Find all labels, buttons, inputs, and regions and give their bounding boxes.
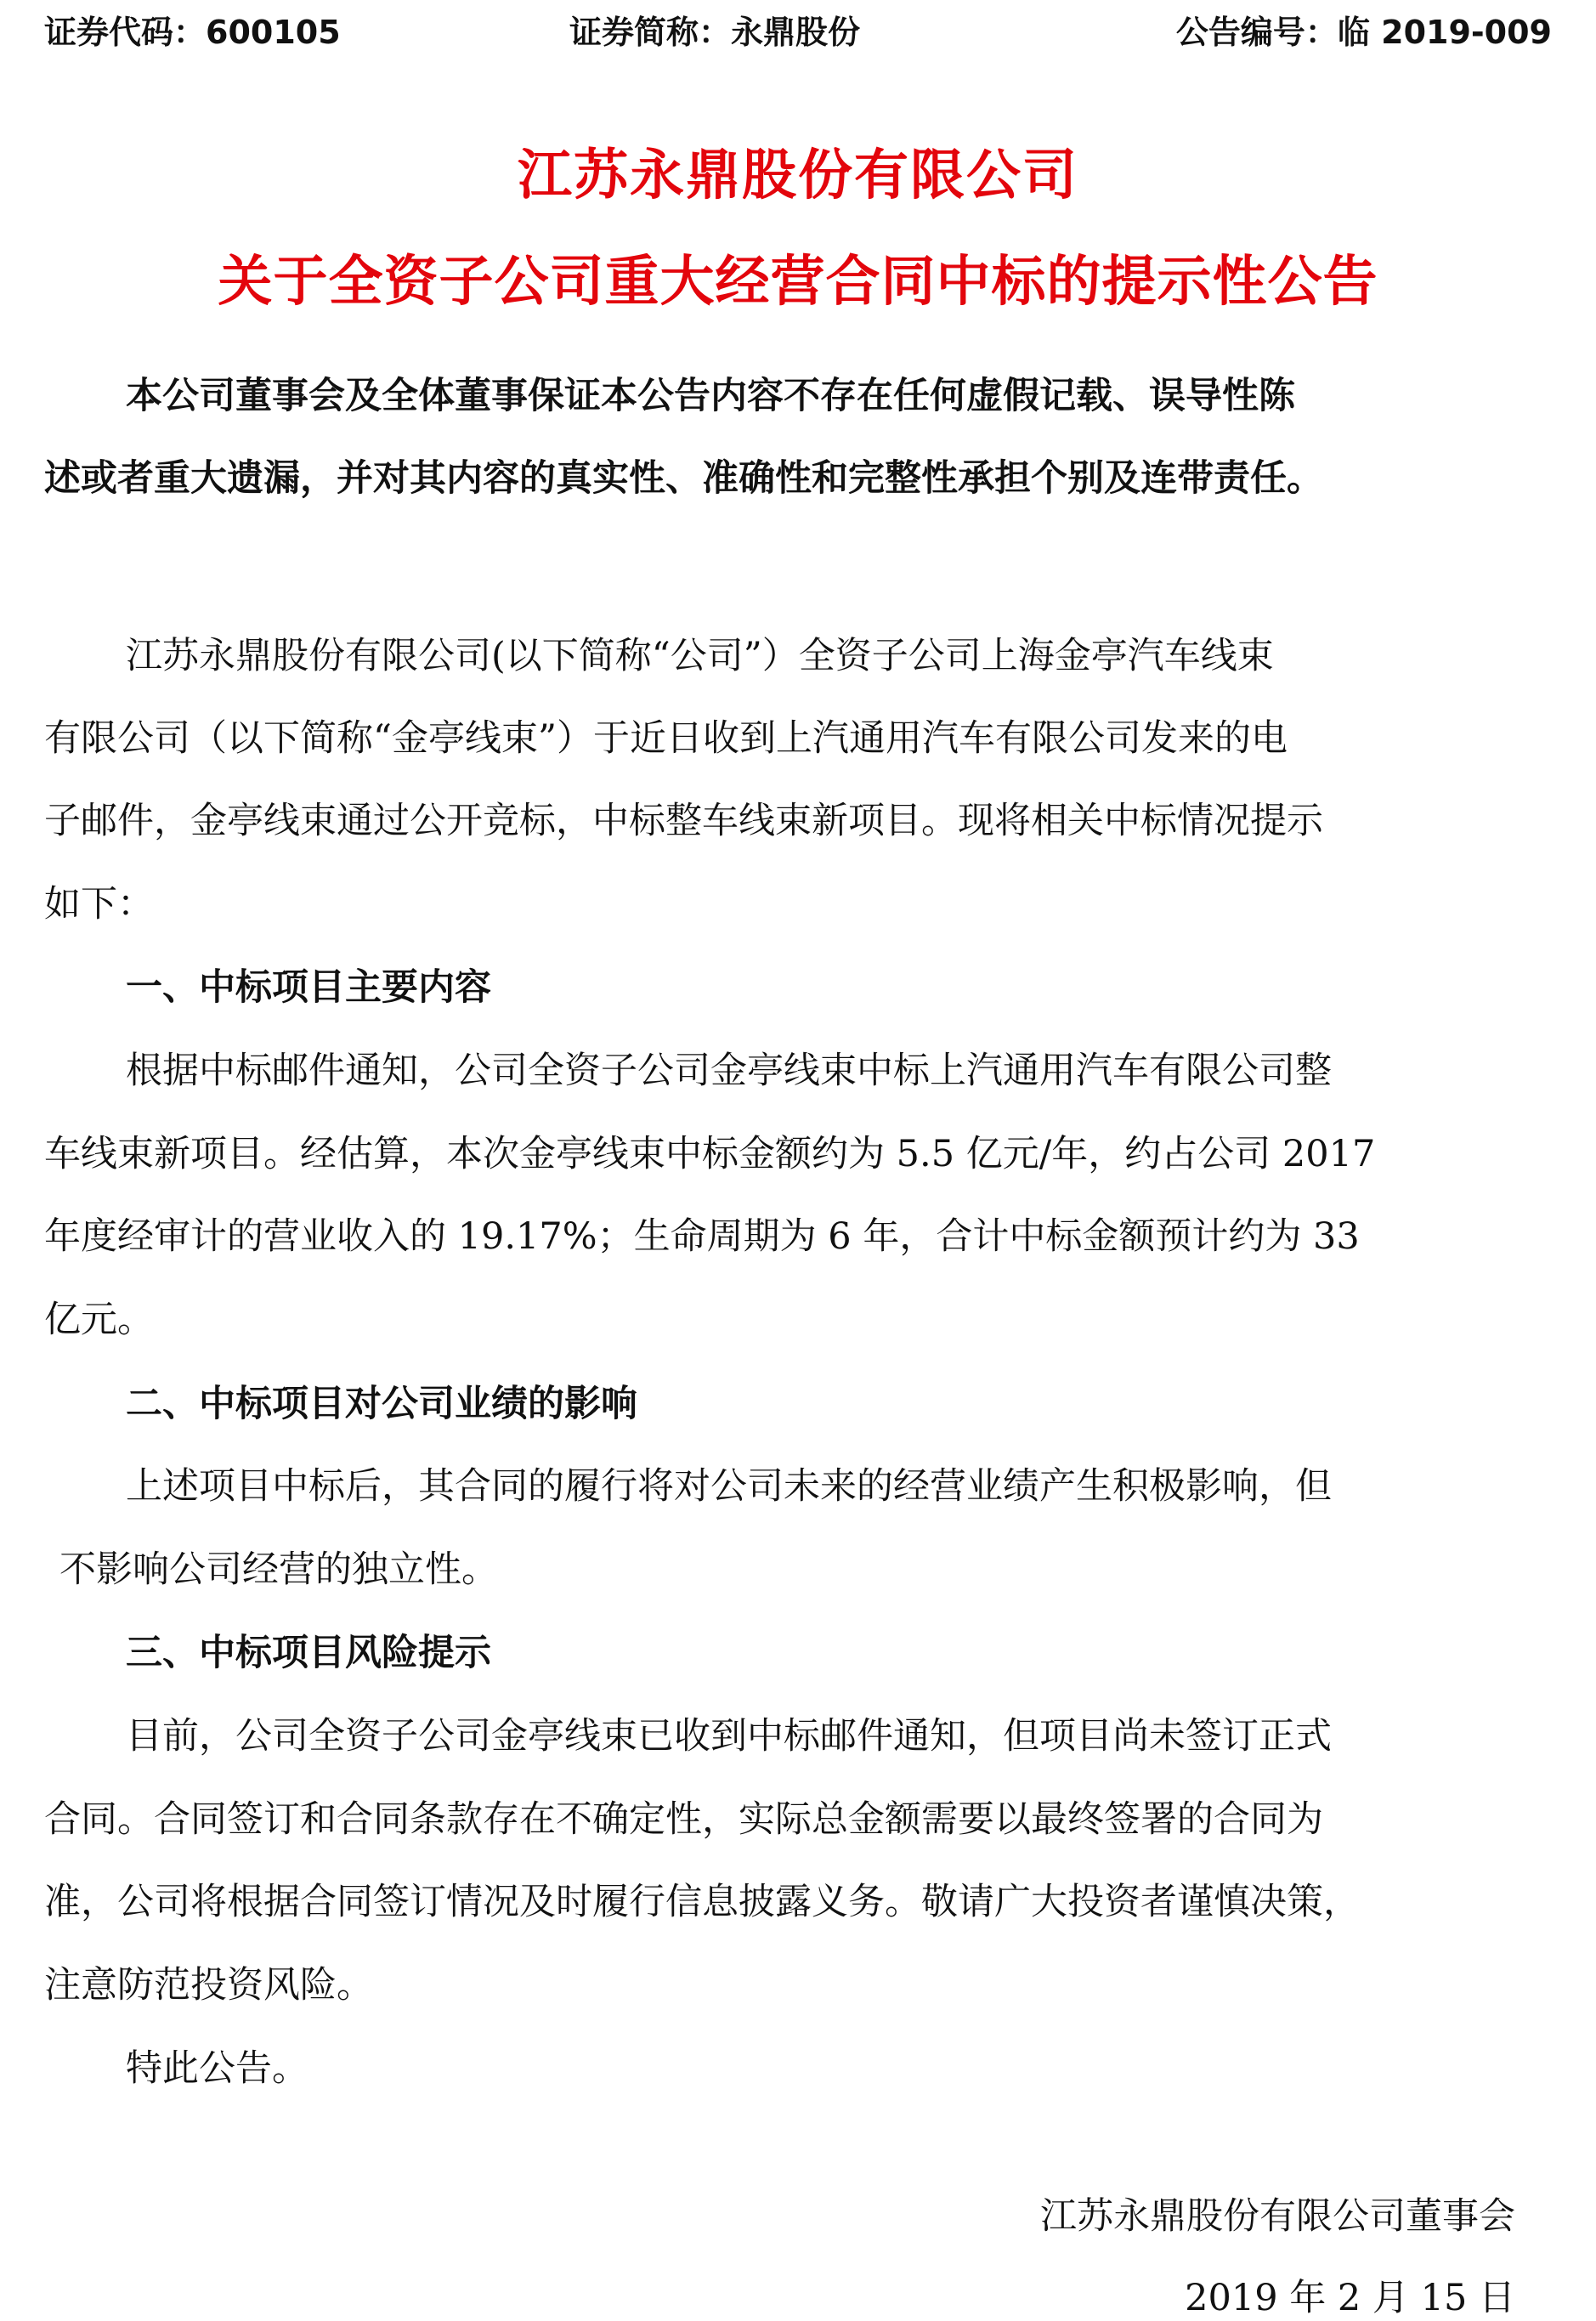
header-row: [44, 7, 1552, 58]
notice-number: 公告编号：临 2019-009: [1175, 14, 1552, 51]
signature-org: 江苏永鼎股份有限公司董事会: [1040, 2195, 1515, 2238]
section-1-heading: 一、中标项目主要内容: [126, 966, 491, 1009]
section-3-heading: 三、中标项目风险提示: [126, 1632, 491, 1674]
section-2-line-2: 不影响公司经营的独立性。: [59, 1548, 498, 1591]
announcement-title: 关于全资子公司重大经营合同中标的提示性公告: [218, 251, 1378, 314]
company-title: 江苏永鼎股份有限公司: [518, 144, 1078, 207]
intro-line-1: 江苏永鼎股份有限公司(以下简称“公司”）全资子公司上海金亭汽车线束: [126, 635, 1274, 677]
section-3-line-4: 注意防范投资风险。: [44, 1964, 373, 2007]
statement-line-1: 本公司董事会及全体董事保证本公告内容不存在任何虚假记载、误导性陈: [126, 375, 1295, 417]
intro-line-2: 有限公司（以下简称“金亭线束”）于近日收到上汽通用汽车有限公司发来的电: [44, 717, 1288, 760]
section-1-line-2: 车线束新项目。经估算，本次金亭线束中标金额约为 5.5 亿元/年，约占公司 2017: [44, 1133, 1376, 1175]
stock-abbreviation: 证券简称：永鼎股份: [569, 14, 861, 51]
section-1-line-4: 亿元。: [44, 1299, 154, 1341]
intro-line-3: 子邮件，金亭线束通过公开竞标，中标整车线束新项目。现将相关中标情况提示: [44, 800, 1323, 842]
section-1-line-1: 根据中标邮件通知，公司全资子公司金亭线束中标上汽通用汽车有限公司整: [126, 1050, 1332, 1092]
section-2-heading: 二、中标项目对公司业绩的影响: [126, 1383, 637, 1425]
section-3-line-3: 准，公司将根据合同签订情况及时履行信息披露义务。敬请广大投资者谨慎决策，: [44, 1881, 1360, 1923]
intro-line-4: 如下：: [44, 883, 154, 926]
section-3-line-1: 目前，公司全资子公司金亭线束已收到中标邮件通知，但项目尚未签订正式: [126, 1715, 1332, 1758]
section-2-line-1: 上述项目中标后，其合同的履行将对公司未来的经营业绩产生积极影响，但: [126, 1465, 1332, 1508]
closing-text: 特此公告。: [126, 2047, 308, 2090]
statement-line-2: 述或者重大遗漏，并对其内容的真实性、准确性和完整性承担个别及连带责任。: [44, 457, 1323, 500]
stock-code: 证券代码：600105: [44, 14, 341, 51]
section-3-line-2: 合同。合同签订和合同条款存在不确定性，实际总金额需要以最终签署的合同为: [44, 1798, 1323, 1841]
section-1-line-3: 年度经审计的营业收入的 19.17%；生命周期为 6 年，合计中标金额预计约为 33: [44, 1215, 1360, 1258]
signature-date: 2019 年 2 月 15 日: [1185, 2277, 1515, 2319]
